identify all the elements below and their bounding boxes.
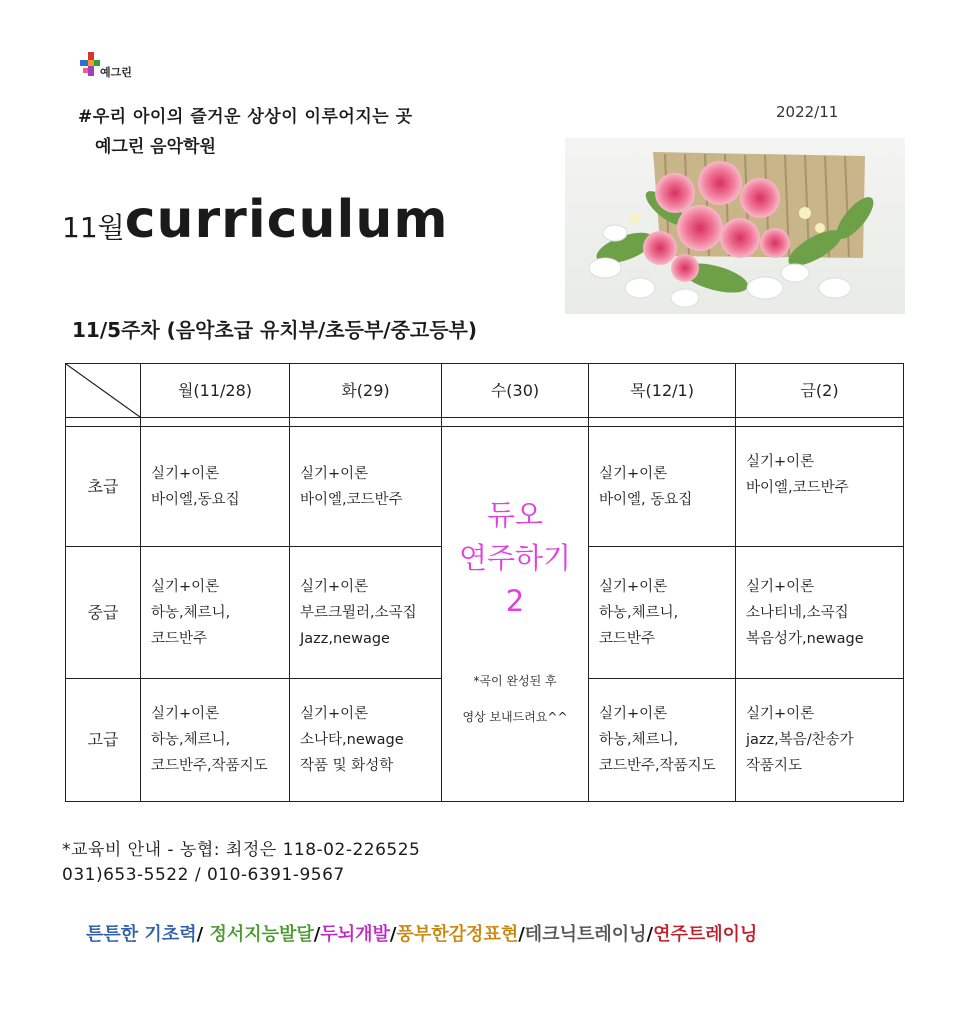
- schedule-cell: 실기+이론 하농,체르니, 코드반주: [589, 547, 736, 679]
- day-header: 목(12/1): [589, 364, 736, 418]
- schedule-cell: 실기+이론 소나타,newage 작품 및 화성학: [290, 679, 442, 802]
- table-header-row: [66, 364, 904, 418]
- duo-title: 듀오 연주하기 2: [458, 497, 572, 618]
- schedule-table: [65, 363, 904, 802]
- schedule-cell: 실기+이론 하농,체르니, 코드반주: [141, 547, 290, 679]
- motto-separator: /: [518, 924, 525, 945]
- motto-segment: 연주트레이닝: [653, 924, 758, 945]
- motto-segment: 풍부한감정표현: [396, 924, 519, 945]
- day-header: 월(11/28): [141, 364, 290, 418]
- slogan: #우리 아이의 즐거운 상상이 이루어지는 곳: [78, 107, 413, 127]
- level-label: 중급: [66, 547, 141, 679]
- motto-segment: 테크닉트레이닝: [524, 924, 647, 945]
- schedule-cell: 실기+이론 바이엘, 동요집: [589, 427, 736, 547]
- title-month: 11월: [62, 211, 125, 244]
- motto-line: [86, 920, 757, 946]
- schedule-cell: 실기+이론 하농,체르니, 코드반주,작품지도: [589, 679, 736, 802]
- schedule-cell: 실기+이론 바이엘,코드반주: [290, 427, 442, 547]
- motto-separator: /: [389, 924, 397, 945]
- page-title: [62, 190, 449, 250]
- motto-segment: 튼튼한 기초력: [86, 924, 197, 945]
- motto-separator: /: [313, 924, 321, 945]
- schedule-cell: 실기+이론 소나티네,소곡집 복음성가,newage: [736, 547, 904, 679]
- schedule-cell: 실기+이론 바이엘,동요집: [141, 427, 290, 547]
- wednesday-duo-cell: [442, 427, 589, 802]
- day-header: 금(2): [736, 364, 904, 418]
- day-header: 수(30): [442, 364, 589, 418]
- level-label: 고급: [66, 679, 141, 802]
- motto-separator: /: [196, 924, 210, 945]
- title-main: curriculum: [124, 190, 449, 250]
- contact-phone: 031)653-5522 / 010-6391-9567: [62, 865, 345, 885]
- table-row: [66, 427, 904, 547]
- academy-name: 예그린 음악학원: [95, 137, 216, 157]
- week-label: 11/5주차 (음악초급 유치부/초등부/중고등부): [72, 318, 477, 342]
- logo-text: 예그린: [100, 66, 132, 79]
- flower-basket-image: [565, 138, 905, 314]
- motto-separator: /: [646, 924, 654, 945]
- day-header: 화(29): [290, 364, 442, 418]
- schedule-cell: 실기+이론 jazz,복음/찬송가 작품지도: [736, 679, 904, 802]
- motto-segment: 두뇌개발: [320, 924, 390, 945]
- schedule-cell: 실기+이론 바이엘,코드반주: [736, 427, 904, 547]
- schedule-cell: 실기+이론 부르크뮐러,소곡집 Jazz,newage: [290, 547, 442, 679]
- duo-note: *곡이 완성된 후 영상 보내드려요^^: [462, 673, 568, 724]
- fee-account-info: *교육비 안내 - 농협: 최정은 118-02-226525: [62, 840, 421, 860]
- table-corner: [66, 364, 141, 418]
- date: 2022/11: [776, 103, 839, 121]
- motto-segment: 정서지능발달: [209, 924, 314, 945]
- schedule-cell: 실기+이론 하농,체르니, 코드반주,작품지도: [141, 679, 290, 802]
- level-label: 초급: [66, 427, 141, 547]
